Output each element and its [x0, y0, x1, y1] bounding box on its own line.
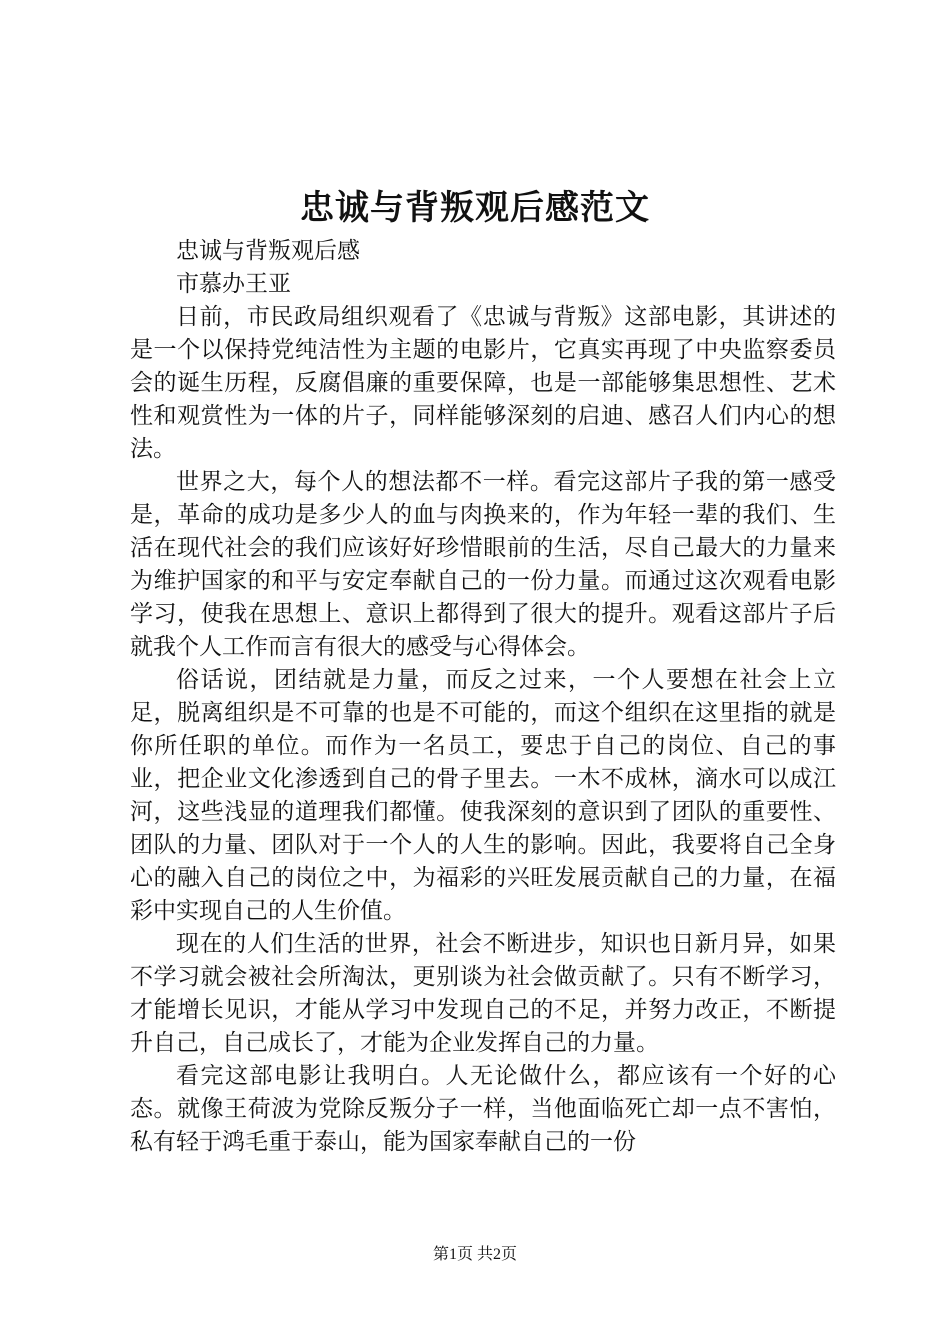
document-title: 忠诚与背叛观后感范文 — [300, 188, 650, 228]
paragraph: 世界之大，每个人的想法都不一样。看完这部片子我的第一感受是，革命的成功是多少人的血与肉换来的，作为年轻一辈的我们、生活在现代社会的我们应该好好珍惜眼前的生活，尽自己最大的力量来为维护国家的和平与安定奉献自己的一份力量。而通过这次观看电影学习，使我在思想上、意识上都得到了很大的提升。观看这部片子后就我个人工作而言有很大的感受与心得体会。 — [130, 469, 836, 660]
paragraph: 日前，市民政局组织观看了《忠诚与背叛》这部电影，其讲述的是一个以保持党纯洁性为主题的电影片，它真实再现了中央监察委员会的诞生历程，反腐倡廉的重要保障，也是一部能够集思想性、艺术性和观赏性为一体的片子，同样能够深刻的启迪、感召人们内心的想法。 — [130, 304, 836, 462]
page-footer: 第1页 共2页 — [432, 1246, 517, 1263]
document-body — [130, 235, 836, 1159]
author-line: 市慕办王亚 — [176, 271, 291, 297]
paragraph: 现在的人们生活的世界，社会不断进步，知识也日新月异，如果不学习就会被社会所淘汰，更别谈为社会做贡献了。只有不断学习，才能增长见识，才能从学习中发现自己的不足，并努力改正，不断提升自己，自己成长了，才能为企业发挥自己的力量。 — [130, 931, 836, 1056]
paragraph: 俗话说，团结就是力量，而反之过来，一个人要想在社会上立足，脱离组织是不可靠的也是不可能的，而这个组织在这里指的就是你所任职的单位。而作为一名员工，要忠于自己的岗位、自己的事业，把企业文化渗透到自己的骨子里去。一木不成林，滴水可以成江河，这些浅显的道理我们都懂。使我深刻的意识到了团队的重要性、团队的力量、团队对于一个人的人生的影响。因此，我要将自己全身心的融入自己的岗位之中，为福彩的兴旺发展贡献自己的力量，在福彩中实现自己的人生价值。 — [130, 667, 836, 924]
subtitle: 忠诚与背叛观后感 — [176, 238, 360, 264]
paragraph: 看完这部电影让我明白。人无论做什么，都应该有一个好的心态。就像王荷波为党除反叛分子一样，当他面临死亡却一点不害怕，私有轻于鸿毛重于泰山，能为国家奉献自己的一份 — [130, 1063, 836, 1155]
